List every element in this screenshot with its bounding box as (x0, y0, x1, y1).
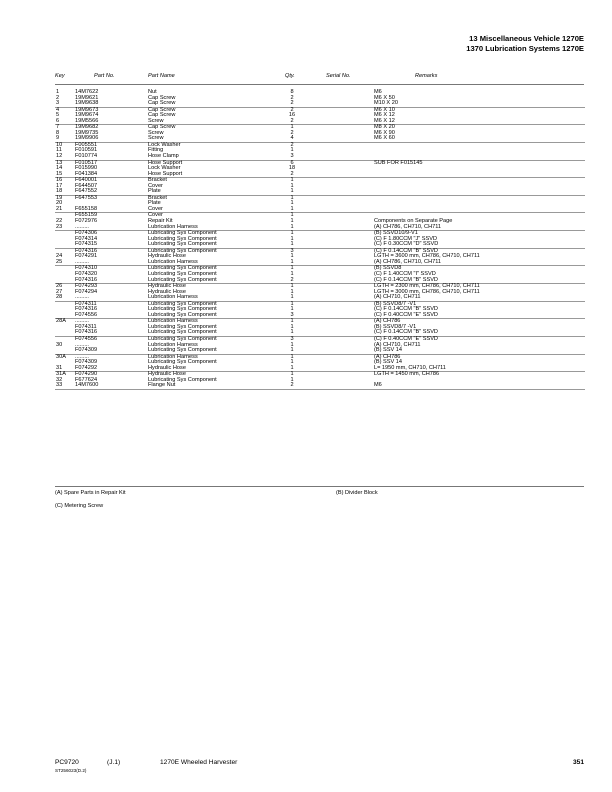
cell-qty: 1 (290, 306, 294, 313)
cell-part-no: F074310 (75, 265, 98, 272)
cell-qty: 18 (288, 165, 296, 172)
cell-key: 1 (56, 89, 60, 95)
table-row (55, 207, 585, 213)
cell-key: 26 (56, 283, 63, 290)
cell-key: 18 (56, 188, 63, 195)
cell-remarks: (C) F 0.14CCM "B" SSVD (374, 329, 438, 336)
cell-part-name: Lubricating Sys Component (148, 311, 217, 318)
parts-table (55, 90, 585, 390)
cell-remarks: (B) SSVD8 (374, 265, 402, 272)
cell-qty: 1 (290, 283, 294, 290)
cell-key: 14 (56, 165, 63, 172)
cell-part-name: Hydraulic Hose (148, 371, 186, 378)
cell-part-no: 19M9682 (75, 124, 99, 131)
cell-qty: 3 (290, 335, 294, 342)
cell-qty: 1 (290, 235, 294, 242)
cell-remarks: (C) F 0.14CCM "B" SSVD (374, 247, 438, 254)
cell-part-name: Lubricating Sys Component (148, 329, 217, 336)
cell-part-no: F074306 (75, 230, 98, 237)
cell-part-no: 14M7622 (75, 89, 99, 95)
cell-part-name: Lubricating Sys Component (148, 347, 217, 354)
footnote-a: (A) Spare Parts in Repair Kit (55, 490, 126, 496)
cell-remarks: LGTH = 3600 mm, CH786, CH710, CH711 (374, 253, 480, 260)
cell-remarks: (A) CH710, CH711 (374, 294, 421, 301)
cell-remarks: M6 X 60 (374, 135, 395, 142)
cell-part-no: 19M9621 (75, 94, 99, 101)
cell-key: 21 (56, 205, 63, 212)
cell-part-no: F640001 (75, 177, 98, 184)
row-group (55, 90, 585, 108)
cell-remarks: M8 X 20 (374, 124, 395, 131)
cell-part-name: Hydraulic Hose (148, 283, 186, 290)
row-group (55, 161, 585, 179)
cell-part-name: Lubrication Harness (148, 353, 198, 360)
cell-qty: 4 (290, 135, 294, 142)
cell-part-no: F074294 (75, 288, 98, 295)
cell-key: 4 (56, 106, 60, 113)
row-group (55, 213, 585, 231)
cell-part-name: Hydraulic Hose (148, 288, 186, 295)
cell-part-name: Lubrication Harness (148, 294, 198, 301)
cell-qty: 2 (290, 170, 294, 177)
cell-part-name: Lubrication Harness (148, 258, 198, 265)
cell-remarks: M6 (374, 382, 382, 389)
row-group (55, 178, 585, 196)
cell-qty: 1 (290, 341, 294, 348)
cell-remarks: (A) CH786 (374, 353, 401, 360)
cell-part-no: 19M9673 (75, 106, 99, 113)
cell-remarks: (C) F 0.14CCM "B" SSVD (374, 276, 438, 283)
cell-part-no: F074293 (75, 283, 98, 290)
cell-part-name: Lubrication Harness (148, 318, 198, 325)
cell-part-name: Plate (148, 188, 161, 195)
table-row (55, 313, 585, 319)
cell-qty: 1 (290, 205, 294, 212)
cell-remarks: (C) F 0.14CCM "B" SSVD (374, 306, 438, 313)
cell-part-no: F074556 (75, 311, 98, 318)
row-group (55, 266, 585, 284)
cell-qty: 1 (290, 147, 294, 154)
row-group (55, 231, 585, 249)
cell-remarks: M10 X 20 (374, 100, 398, 107)
cell-part-no: F015990 (75, 165, 98, 172)
table-row (55, 225, 585, 231)
cell-qty: 16 (288, 112, 296, 119)
cell-qty: 1 (290, 300, 294, 307)
table-row (55, 189, 585, 195)
cell-part-name: Cap Screw (148, 94, 176, 101)
cell-part-name: Flange Nut (148, 382, 176, 389)
cell-part-name: Lubricating Sys Component (148, 323, 217, 330)
table-end-rule (55, 486, 584, 487)
cell-part-name: Lubricating Sys Component (148, 265, 217, 272)
cell-key: 31 (56, 364, 63, 371)
cell-part-no: F074315 (75, 241, 98, 248)
cell-qty: 1 (290, 177, 294, 184)
cell-qty: 1 (290, 182, 294, 189)
header-rule (55, 84, 584, 85)
cell-part-name: Lubricating Sys Component (148, 247, 217, 254)
cell-part-name: Lubrication Harness (148, 223, 198, 230)
table-row (55, 136, 585, 142)
footnote-b: (B) Divider Block (336, 490, 378, 496)
cell-remarks: (C) F 0.30CCM "D" SSVD (374, 241, 439, 248)
cell-key: 12 (56, 153, 63, 160)
cell-part-no: F072976 (75, 218, 98, 225)
cell-remarks: SUB FOR F015145 (374, 159, 423, 166)
row-group (55, 284, 585, 302)
cell-qty: 8 (290, 89, 294, 95)
cell-part-name: Screw (148, 129, 164, 136)
cell-qty: 1 (290, 258, 294, 265)
cell-key: 31A (56, 371, 66, 378)
cell-part-no: F005551 (75, 141, 98, 148)
cell-remarks: (B) SSV 14 (374, 359, 402, 366)
row-group (55, 372, 585, 390)
cell-part-no: 19M9638 (75, 100, 99, 107)
row-group (55, 108, 585, 126)
cell-part-name: Repair Kit (148, 218, 173, 225)
cell-qty: 1 (290, 347, 294, 354)
cell-key: 13 (56, 159, 63, 166)
cell-remarks: (C) F 1.40CCM "I" SSVD (374, 270, 436, 277)
cell-part-no: F074316 (75, 306, 98, 313)
cell-key: 16 (56, 177, 63, 184)
cell-part-name: Lubricating Sys Component (148, 359, 217, 366)
cell-remarks: M6 (374, 89, 382, 95)
column-header-part-no: Part No. (94, 73, 115, 79)
row-group (55, 302, 585, 320)
table-row (55, 119, 585, 125)
table-row (55, 260, 585, 266)
cell-remarks: M6 X 12 (374, 112, 395, 119)
cell-part-name: Plate (148, 200, 161, 207)
cell-qty: 1 (290, 270, 294, 277)
cell-remarks: M6 X 90 (374, 129, 395, 136)
cell-remarks: M6 X 10 (374, 106, 395, 113)
section-title: 13 Miscellaneous Vehicle 1270E (469, 34, 584, 43)
cell-part-no: F074290 (75, 371, 98, 378)
cell-part-name: Screw (148, 117, 164, 124)
cell-qty: 6 (290, 159, 294, 166)
column-header-serial-no: Serial No. (326, 73, 351, 79)
cell-remarks: (B) SSVD8/7 -V1 (374, 300, 417, 307)
cell-qty: 2 (290, 141, 294, 148)
cell-part-no: F010517 (75, 159, 98, 166)
row-group (55, 125, 585, 143)
cell-qty: 3 (290, 311, 294, 318)
cell-part-name: Lubricating Sys Component (148, 335, 217, 342)
cell-part-no: F074316 (75, 247, 98, 254)
column-header-key: Key (55, 73, 65, 79)
cell-remarks: (B) SSV 14 (374, 347, 402, 354)
table-row (55, 330, 585, 336)
cell-remarks: M6 X 50 (374, 94, 395, 101)
cell-part-name: Lubricating Sys Component (148, 306, 217, 313)
cell-qty: 1 (290, 212, 294, 219)
cell-qty: 1 (290, 329, 294, 336)
cell-qty: 1 (290, 294, 294, 301)
cell-part-name: Hose Support (148, 159, 183, 166)
cell-part-no: ......... (75, 223, 89, 230)
cell-qty: 1 (290, 194, 294, 201)
cell-qty: 1 (290, 318, 294, 325)
cell-remarks: (A) CH710, CH711 (374, 341, 421, 348)
cell-part-name: Fitting (148, 147, 164, 154)
footnote-c: (C) Metering Screw (55, 503, 104, 509)
cell-remarks: LGTH = 1450 mm, CH786 (374, 371, 440, 378)
cell-part-name: Cover (148, 212, 163, 219)
cell-qty: 2 (290, 100, 294, 107)
cell-part-no: 19M5566 (75, 117, 99, 124)
cell-key: 15 (56, 170, 63, 177)
cell-key: 33 (56, 382, 63, 389)
cell-key: 27 (56, 288, 63, 295)
row-group (55, 249, 585, 267)
cell-key: 30 (56, 341, 63, 348)
cell-remarks: LGTH = 3000 mm, CH786, CH710, CH711 (374, 288, 480, 295)
cell-key: 3 (56, 100, 60, 107)
table-row (55, 295, 585, 301)
cell-part-no: F647553 (75, 194, 98, 201)
cell-qty: 1 (290, 200, 294, 207)
row-group (55, 196, 585, 214)
cell-part-name: Hydraulic Hose (148, 253, 186, 260)
cell-part-no: F074311 (75, 323, 97, 330)
cell-qty: 1 (290, 253, 294, 260)
revision: (J.1) (107, 759, 121, 766)
cell-part-name: Lock Washer (148, 165, 181, 172)
cell-part-no: 19M9674 (75, 112, 99, 119)
cell-part-name: Cap Screw (148, 124, 176, 131)
cell-part-no: ......... (75, 341, 89, 348)
cell-qty: 1 (290, 230, 294, 237)
table-row (55, 366, 585, 372)
cell-qty: 2 (290, 129, 294, 136)
cell-qty: 2 (290, 94, 294, 101)
cell-qty: 2 (290, 276, 294, 283)
cell-qty: 1 (290, 371, 294, 378)
page-number: 351 (572, 759, 584, 766)
cell-part-name: Lubricating Sys Component (148, 276, 217, 283)
cell-part-no: F074292 (75, 364, 98, 371)
cell-part-no: 19M9906 (75, 135, 99, 142)
cell-key: 25 (56, 258, 63, 265)
cell-qty: 1 (290, 288, 294, 295)
cell-part-no: F074316 (75, 276, 98, 283)
cell-qty: 1 (290, 376, 294, 383)
cell-part-no: ......... (75, 318, 89, 325)
cell-key: 6 (56, 117, 60, 124)
cell-part-no: ......... (75, 294, 89, 301)
table-row (55, 242, 585, 248)
machine-title: 1270E Wheeled Harvester (160, 759, 238, 766)
cell-part-no: F074314 (75, 235, 98, 242)
cell-remarks: M6 X 12 (374, 117, 395, 124)
cell-key: 24 (56, 253, 63, 260)
cell-part-no: F074309 (75, 347, 98, 354)
cell-part-no: F010591 (75, 147, 98, 154)
cell-part-name: Cover (148, 182, 163, 189)
column-header-part-name: Part Name (148, 73, 175, 79)
document-number: PC9720 (55, 759, 79, 766)
cell-qty: 2 (290, 382, 294, 389)
cell-key: 22 (56, 218, 63, 225)
cell-qty: 3 (290, 153, 294, 160)
table-row (55, 278, 585, 284)
reference-code: ST256023(D.2) (55, 768, 87, 773)
cell-part-name: Cap Screw (148, 106, 176, 113)
row-group (55, 337, 585, 355)
cell-part-no: F074320 (75, 270, 98, 277)
cell-qty: 1 (290, 218, 294, 225)
cell-remarks: (A) CH786, CH710, CH711 (374, 223, 442, 230)
cell-remarks: L= 1950 mm, CH710, CH711 (374, 364, 446, 371)
cell-part-name: Lubricating Sys Component (148, 270, 217, 277)
cell-part-no: F074311 (75, 300, 97, 307)
cell-part-name: Lubricating Sys Component (148, 235, 217, 242)
cell-key: 30A (56, 353, 66, 360)
table-row (55, 101, 585, 107)
cell-part-name: Cap Screw (148, 112, 176, 119)
cell-part-no: F655159 (75, 212, 98, 219)
cell-remarks: (C) F 0.40CCM "E" SSVD (374, 335, 438, 342)
cell-key: 32 (56, 376, 63, 383)
cell-part-no: F074291 (75, 253, 98, 260)
cell-part-name: Bracket (148, 177, 167, 184)
cell-part-no: F041384 (75, 170, 98, 177)
cell-key: 2 (56, 94, 60, 101)
cell-remarks: (C) F 1.80CCM "J" SSVD (374, 235, 438, 242)
table-row (55, 172, 585, 178)
cell-key: 19 (56, 194, 63, 201)
column-header-qty: Qty. (285, 73, 295, 79)
cell-key: 28A (56, 318, 66, 325)
column-header-remarks: Remarks (415, 73, 438, 79)
cell-part-no: F677624 (75, 376, 98, 383)
row-group (55, 355, 585, 373)
cell-part-name: Cover (148, 205, 163, 212)
cell-part-name: Lubricating Sys Component (148, 230, 217, 237)
cell-key: 5 (56, 112, 60, 119)
cell-part-name: Lock Washer (148, 141, 181, 148)
cell-part-no: F655158 (75, 205, 98, 212)
cell-key: 10 (56, 141, 63, 148)
cell-qty: 1 (290, 364, 294, 371)
cell-part-no: 19M9735 (75, 129, 99, 136)
cell-qty: 2 (290, 117, 294, 124)
cell-key: 28 (56, 294, 63, 301)
cell-part-name: Lubricating Sys Component (148, 241, 217, 248)
subsection-title: 1370 Lubrication Systems 1270E (466, 44, 584, 53)
table-row (55, 154, 585, 160)
cell-qty: 1 (290, 359, 294, 366)
cell-key: 9 (56, 135, 60, 142)
cell-part-no: F010774 (75, 153, 98, 160)
cell-key: 23 (56, 223, 63, 230)
cell-qty: 1 (290, 188, 294, 195)
cell-part-no: F074556 (75, 335, 98, 342)
cell-part-name: Nut (148, 89, 157, 95)
cell-part-no: F647552 (75, 188, 98, 195)
cell-key: 11 (56, 147, 62, 154)
cell-part-name: Hose Support (148, 170, 183, 177)
cell-remarks: LGTH = 2300 mm, CH786, CH710, CH711 (374, 283, 480, 290)
cell-part-name: Lubricating Sys Component (148, 300, 217, 307)
row-group (55, 319, 585, 337)
cell-qty: 1 (290, 124, 294, 131)
cell-qty: 1 (290, 241, 294, 248)
cell-part-no: F074309 (75, 359, 98, 366)
table-row (55, 383, 585, 389)
cell-part-name: Bracket (148, 194, 167, 201)
cell-part-name: Cap Screw (148, 100, 176, 107)
cell-part-name: Screw (148, 135, 164, 142)
cell-qty: 1 (290, 223, 294, 230)
cell-qty: 2 (290, 106, 294, 113)
cell-part-name: Lubrication Harness (148, 341, 198, 348)
cell-qty: 1 (290, 265, 294, 272)
cell-part-name: Hydraulic Hose (148, 364, 186, 371)
cell-qty: 3 (290, 247, 294, 254)
cell-part-name: Lubricating Sys Component (148, 376, 217, 383)
cell-part-no: F644507 (75, 182, 98, 189)
cell-part-no: ......... (75, 353, 89, 360)
cell-qty: 1 (290, 353, 294, 360)
cell-remarks: (C) F 0.40CCM "E" SSVD (374, 311, 438, 318)
cell-key: 20 (56, 200, 63, 207)
cell-remarks: Components on Separate Page (374, 218, 453, 225)
cell-qty: 1 (290, 323, 294, 330)
cell-part-no: F074316 (75, 329, 98, 336)
cell-remarks: (A) CH786, CH710, CH711 (374, 258, 442, 265)
cell-remarks: (B) SSVD8/7 -V1 (374, 323, 417, 330)
cell-key: 8 (56, 129, 60, 136)
cell-key: 17 (56, 182, 63, 189)
row-group (55, 143, 585, 161)
cell-remarks: (A) CH786 (374, 318, 401, 325)
cell-key: 7 (56, 124, 60, 131)
cell-part-no: 14M7600 (75, 382, 99, 389)
cell-part-name: Hose Clamp (148, 153, 179, 160)
table-row (55, 348, 585, 354)
cell-part-no: ......... (75, 258, 89, 265)
cell-remarks: (B) SSVD10/9-V1 (374, 230, 418, 237)
